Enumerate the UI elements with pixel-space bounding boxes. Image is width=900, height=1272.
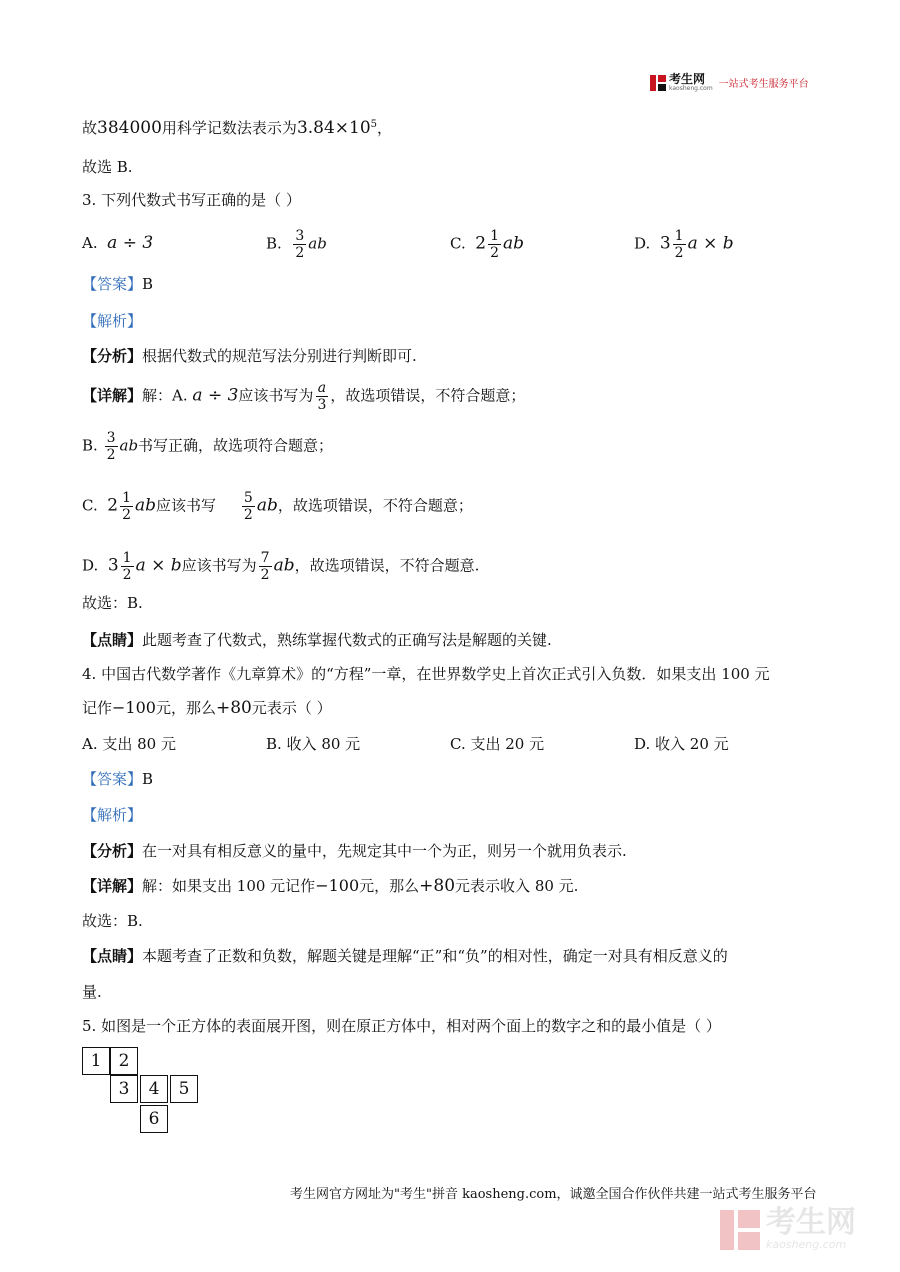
denominator: 2 [490,245,500,261]
watermark [720,1205,856,1251]
fraction [259,550,272,583]
variable: ab [503,233,525,254]
text: ， [377,119,393,137]
text: 书写正确，故选项符合题意； [138,436,334,455]
number: +80 [215,698,252,718]
q3-option-c [450,228,524,261]
text: 用科学记数法表示为 [161,119,297,137]
q3-xiangjie-c [82,490,473,523]
q3-xiangjie-b [82,430,333,463]
q3-answer [82,273,153,295]
kaosheng-watermark-icon [720,1210,760,1250]
q5-stem: 5. 如图是一个正方体的表面展开图，则在原正方体中，相对两个面上的数字之和的最小值是（ ） [82,1017,721,1035]
sci-notation: 3.84×10 [296,118,371,138]
option-label: D. [634,234,651,253]
text: ，故选项错误，不符合题意. [294,556,480,575]
whole-part: 2 [475,233,487,254]
q4-dianjing-line1 [82,945,728,967]
dianjing-tag: 【点睛】 [82,947,143,965]
numerator: 3 [106,430,116,446]
watermark-url: kaosheng.com [766,1238,847,1251]
text: ，故选项错误，不符合题意； [277,496,473,515]
logo-url: kaosheng.com [669,85,713,92]
fraction [121,550,134,583]
fraction [242,490,255,523]
fraction [105,430,118,463]
numerator: 7 [260,550,270,566]
answer-value: B [142,275,154,293]
fraction [488,228,501,261]
variable: ab [273,555,295,576]
text: 解：如果支出 100 元记作 [142,877,316,895]
fraction [315,380,328,413]
q2-conclusion-line [82,114,392,139]
net-cell: 4 [140,1075,168,1103]
text: ，故选项错误，不符合题意； [330,386,526,405]
text: 记作 [82,699,113,717]
net-cell: 2 [110,1047,138,1075]
fenxi-text: 在一对具有相反意义的量中，先规定其中一个为正，则另一个就用负表示. [142,842,627,860]
numerator: 1 [122,490,132,506]
q4-stem-line2 [82,697,332,719]
text: 元表示（ ） [251,699,332,717]
page-footer: 考生网官方网址为"考生"拼音 kaosheng.com，诚邀全国合作伙伴共建一站式考生服务平台 [290,1187,817,1202]
net-cell: 3 [110,1075,138,1103]
whole-part: 3 [107,555,119,576]
expression: a ÷ 3 [192,385,239,406]
fenxi-text: 根据代数式的规范写法分别进行判断即可. [142,347,417,365]
numerator: 3 [295,228,305,244]
q3-stem: 3. 下列代数式书写正确的是（ ） [82,191,301,209]
q3-guxuan: 故选：B. [82,594,143,612]
text: 故 [82,119,98,137]
q3-xiangjie-a [82,380,525,413]
logo-text [666,73,713,92]
numerator: a [317,380,327,396]
variable: ab [135,495,157,516]
watermark-name: 考生网 [766,1205,856,1240]
q4-option-d: D. 收入 20 元 [634,735,729,753]
option-label: A. [82,234,98,252]
q3-option-d [634,228,734,261]
q3-xiangjie-d [82,550,479,583]
q3-dianjing [82,629,552,651]
denominator: 2 [106,447,116,463]
denominator: 2 [122,507,132,523]
variable: ab [256,495,278,516]
variable: ab [308,234,327,253]
q3-option-b [266,228,327,261]
text: 解：A. [142,386,188,405]
q4-analysis-tag: 【解析】 [82,806,143,824]
header-logo [650,73,809,92]
q2-choice-line: 故选 B. [82,158,133,176]
variable: a × b [135,555,182,576]
net-cell: 5 [170,1075,198,1103]
fenxi-tag: 【分析】 [82,347,143,365]
q3-option-a [82,232,153,254]
net-cell: 1 [82,1047,110,1075]
q4-stem-line1: 4. 中国古代数学著作《九章算术》的“方程”一章，在世界数学史上首次正式引入负数．如果支出 100 元 [82,665,770,683]
xiangjie-tag: 【详解】 [82,386,143,405]
text: C. [82,496,98,515]
fraction [673,228,686,261]
whole-part: 2 [107,495,119,516]
watermark-text [766,1205,856,1251]
number: −100 [315,876,360,895]
q4-option-b: B. 收入 80 元 [266,735,361,753]
numerator: 1 [674,228,684,244]
denominator: 2 [122,567,132,583]
answer-tag: 【答案】 [82,770,143,788]
net-cell: 6 [140,1105,168,1133]
q3-analysis-tag: 【解析】 [82,312,143,330]
expression: a ÷ 3 [107,233,154,253]
variable: a × b [687,233,734,254]
number: −100 [112,698,156,717]
answer-tag: 【答案】 [82,275,143,293]
number: +80 [419,876,456,896]
text: 元表示收入 80 元. [455,877,579,895]
text: D. [82,556,99,575]
dianjing-text: 本题考查了正数和负数，解题关键是理解“正”和“负”的相对性，确定一对具有相反意义的 [142,947,728,965]
text: 应该书写为 [181,556,257,575]
numerator: 5 [243,490,253,506]
dianjing-text: 此题考查了代数式，熟练掌握代数式的正确写法是解题的关键. [142,631,552,649]
numerator: 1 [122,550,132,566]
text: 元，那么 [359,877,420,895]
denominator: 2 [260,567,270,583]
fraction [120,490,133,523]
logo-slogan: 一站式考生服务平台 [718,79,809,90]
denominator: 2 [243,507,253,523]
denominator: 3 [317,397,327,413]
logo-name: 考生网 [669,72,706,86]
text: B. [82,436,98,455]
dianjing-tag: 【点睛】 [82,631,143,649]
denominator: 2 [674,245,684,261]
variable: ab [119,436,139,455]
q4-fenxi [82,840,627,862]
numerator: 1 [490,228,500,244]
kaosheng-logo-icon [650,75,666,91]
q3-fenxi [82,345,417,367]
denominator: 2 [295,245,305,261]
q4-guxuan: 故选：B. [82,912,143,930]
q4-xiangjie [82,875,578,897]
text: 元，那么 [155,699,216,717]
fenxi-tag: 【分析】 [82,842,143,860]
q4-answer [82,768,153,790]
fraction [293,228,306,261]
answer-value: B [142,770,154,788]
q4-dianjing-line2: 量. [82,983,102,1001]
q4-option-c: C. 支出 20 元 [450,735,545,753]
number: 384000 [97,118,162,138]
q4-option-a: A. 支出 80 元 [82,735,176,753]
exponent: 5 [370,119,378,130]
text: 应该书写为 [238,386,314,405]
option-label: B. [266,234,282,253]
xiangjie-tag: 【详解】 [82,877,143,895]
option-label: C. [450,234,466,253]
whole-part: 3 [659,233,671,254]
text: 应该书写 [156,496,217,515]
